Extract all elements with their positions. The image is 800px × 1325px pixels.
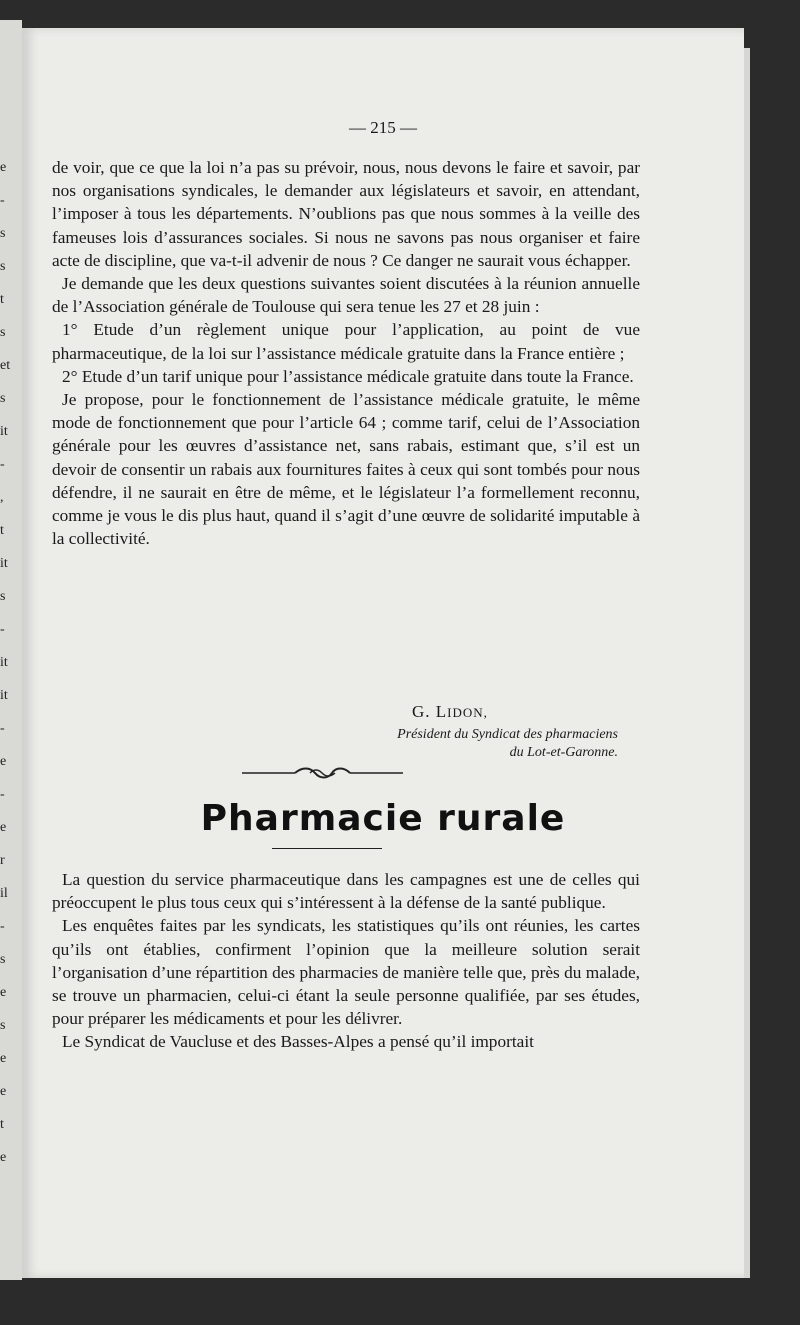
facing-page-char: s	[0, 589, 6, 604]
facing-page-char: s	[0, 259, 6, 274]
facing-page-char: ,	[0, 490, 4, 505]
page-number: — 215 —	[349, 118, 417, 137]
facing-page-char: it	[0, 556, 8, 571]
signature-title-line: Président du Syndicat des pharmaciens	[397, 727, 618, 742]
facing-page-char: e	[0, 1084, 7, 1099]
facing-page-char: it	[0, 655, 8, 670]
signature-title-line: du Lot-et-Garonne.	[509, 745, 618, 760]
facing-page-char: s	[0, 226, 6, 241]
facing-page-char: il	[0, 886, 8, 901]
paragraph: 1° Etude d’un règlement unique pour l’application, au point de vue pharmaceutique, de la loi sur l’assistance médicale gratuite dans la France entière ;	[52, 320, 640, 363]
facing-page-char: -	[0, 193, 5, 208]
paragraph: La question du service pharmaceutique dans les campagnes est une de celles qui préoccupent le plus tous ceux qui s’intéressent à la défense de la santé publique.	[52, 870, 640, 913]
paragraph: Je demande que les deux questions suivantes soient discutées à la réunion annuelle de l’Association générale de Toulouse qui sera tenue les 27 et 28 juin :	[52, 274, 640, 317]
facing-page-char: t	[0, 523, 4, 538]
paragraph: de voir, que ce que la loi n’a pas su prévoir, nous, nous devons le faire et savoir, par nos organisations syndicales, le demander aux législateurs et savoir, en attendant, l’imposer à tous les départements. N’oublions pas que nous sommes à la veille des fameuses lois d’assurances sociales. Si nous ne savons pas nous organiser et faire acte de discipline, que va-t-il advenir de nous ? Ce danger ne saurait vous échapper.	[52, 158, 640, 270]
text-block-upper	[52, 156, 640, 550]
paragraph: 2° Etude d’un tarif unique pour l’assistance médicale gratuite dans toute la France.	[62, 366, 634, 386]
book-page	[22, 28, 744, 1278]
facing-page-char: it	[0, 424, 8, 439]
page-edge-right	[744, 48, 750, 1278]
facing-page-char: et	[0, 358, 11, 373]
section-heading: Pharmacie rurale	[200, 798, 566, 839]
facing-page-char: e	[0, 754, 7, 769]
facing-page-char: t	[0, 292, 4, 307]
paragraph: Les enquêtes faites par les syndicats, les statistiques qu’ils ont réunies, les cartes qu’ils ont établies, confirment l’opinion que la meilleure solution serait l’organisation d’une répartition des pharmacies de manière telle que, près du malade, se trouve un pharmacien, celui-ci étant la seule personne qualifiée, par ses études, pour préparer les médicaments et pour les délivrer.	[52, 916, 640, 1029]
facing-page-char: e	[0, 985, 7, 1000]
facing-page-char: t	[0, 1117, 4, 1132]
facing-page-char: e	[0, 160, 7, 175]
facing-page-char: s	[0, 1018, 6, 1033]
facing-page-edge	[0, 20, 22, 1280]
paragraph: Le Syndicat de Vaucluse et des Basses-Alpes a pensé qu’il importait	[62, 1032, 534, 1052]
ornament-divider	[240, 766, 405, 780]
signature-initial: G. L	[412, 702, 448, 721]
paragraph: Je propose, pour le fonctionnement de l’assistance médicale gratuite, le même mode de fonctionnement que pour l’article 64 ; comme tarif, celui de l’Association générale pour les œuvres d’assistance net, sans rabais, estimant que, s’il est un devoir de consentir un rabais aux fournitures faites à ceux qui sont tombés pour nous défendre, il ne saurait en être de même, et le législateur l’a formellement reconnu, comme je vous le dis plus haut, quand il s’agit d’une œuvre de solidarité imputable à la collectivité.	[52, 390, 640, 549]
text-block-lower	[52, 868, 640, 1054]
facing-page-char: r	[0, 853, 5, 868]
signature-title	[322, 726, 618, 762]
signature-name	[412, 702, 488, 722]
facing-page-char: s	[0, 391, 6, 406]
facing-page-char: it	[0, 688, 8, 703]
signature-surname: IDON,	[447, 705, 488, 720]
facing-page-char: -	[0, 787, 5, 802]
facing-page-char: -	[0, 457, 5, 472]
facing-page-char: e	[0, 1150, 7, 1165]
facing-page-char: -	[0, 622, 5, 637]
facing-page-char: s	[0, 325, 6, 340]
facing-page-char: e	[0, 820, 7, 835]
facing-page-char: e	[0, 1051, 7, 1066]
heading-underline	[272, 848, 382, 849]
facing-page-char: -	[0, 919, 5, 934]
facing-page-char: -	[0, 721, 5, 736]
facing-page-char: s	[0, 952, 6, 967]
